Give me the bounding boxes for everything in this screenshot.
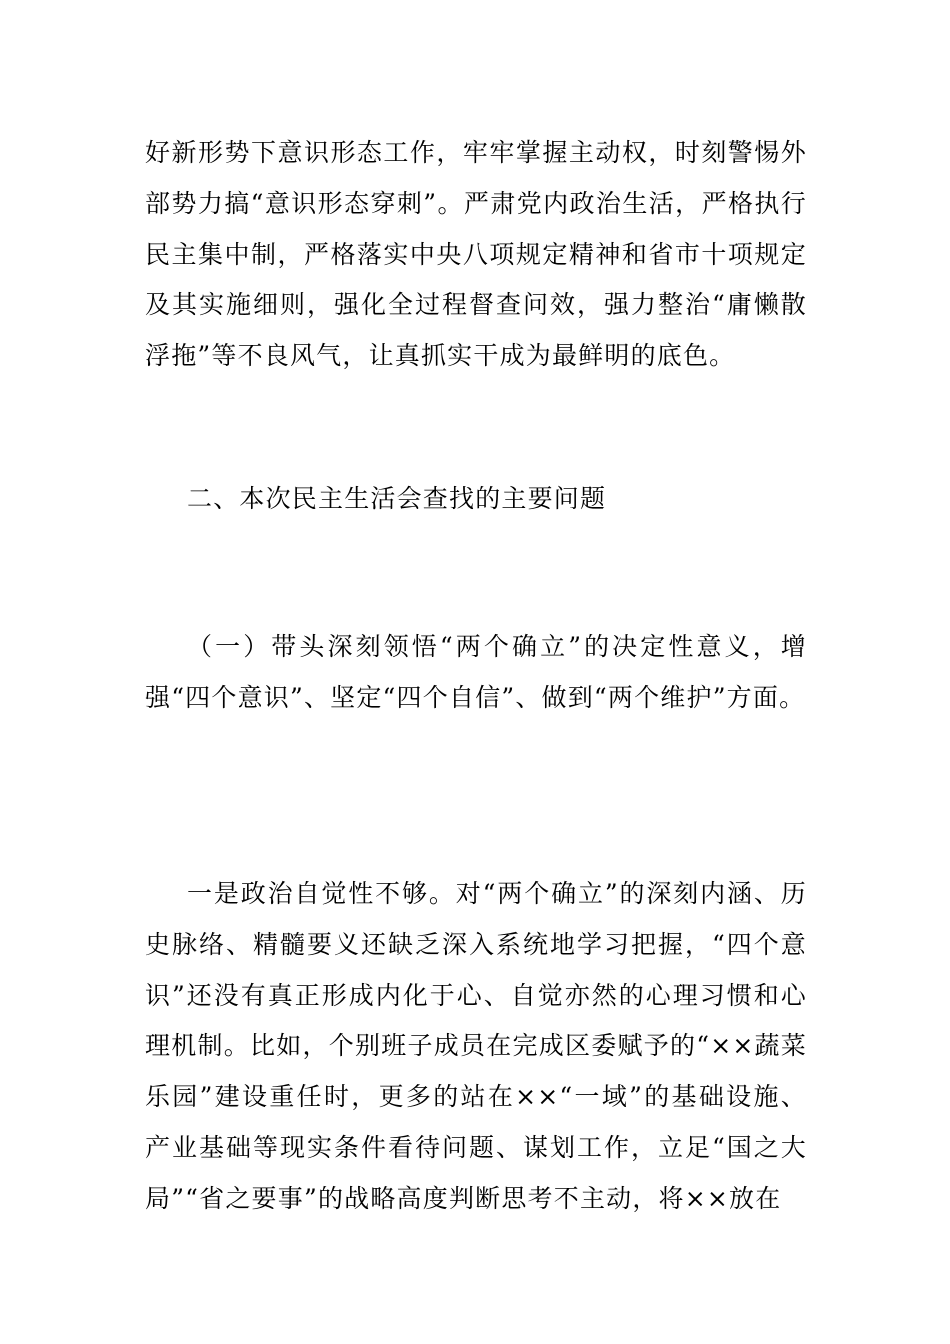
body-paragraph-continued: 好新形势下意识形态工作，牢牢掌握主动权，时刻警惕外部势力搞“意识形态穿刺”。严肃党内政治生活，严格执行民主集中制，严格落实中央八项规定精神和省市十项规定及其实施细则，强化全过程督查问效，强力整治“庸懒散浮拖”等不良风气，让真抓实干成为最鲜明的底色。 <box>145 138 807 371</box>
subsection-heading: （一）带头深刻领悟“两个确立”的决定性意义，增强“四个意识”、坚定“四个自信”、做到“两个维护”方面。 <box>145 632 807 712</box>
body-paragraph: 一是政治自觉性不够。对“两个确立”的深刻内涵、历史脉络、精髓要义还缺乏深入系统地学习把握，“四个意识”还没有真正形成内化于心、自觉亦然的心理习惯和心理机制。比如，个别班子成员在完成区委赋予的“××蔬菜乐园”建设重任时，更多的站在××“一域”的基础设施、产业基础等现实条件看待问题、谋划工作，立足“国之大局”“省之要事”的战略高度判断思考不主动，将××放在 <box>145 879 807 1213</box>
section-heading: 二、本次民主生活会查找的主要问题 <box>187 484 607 513</box>
